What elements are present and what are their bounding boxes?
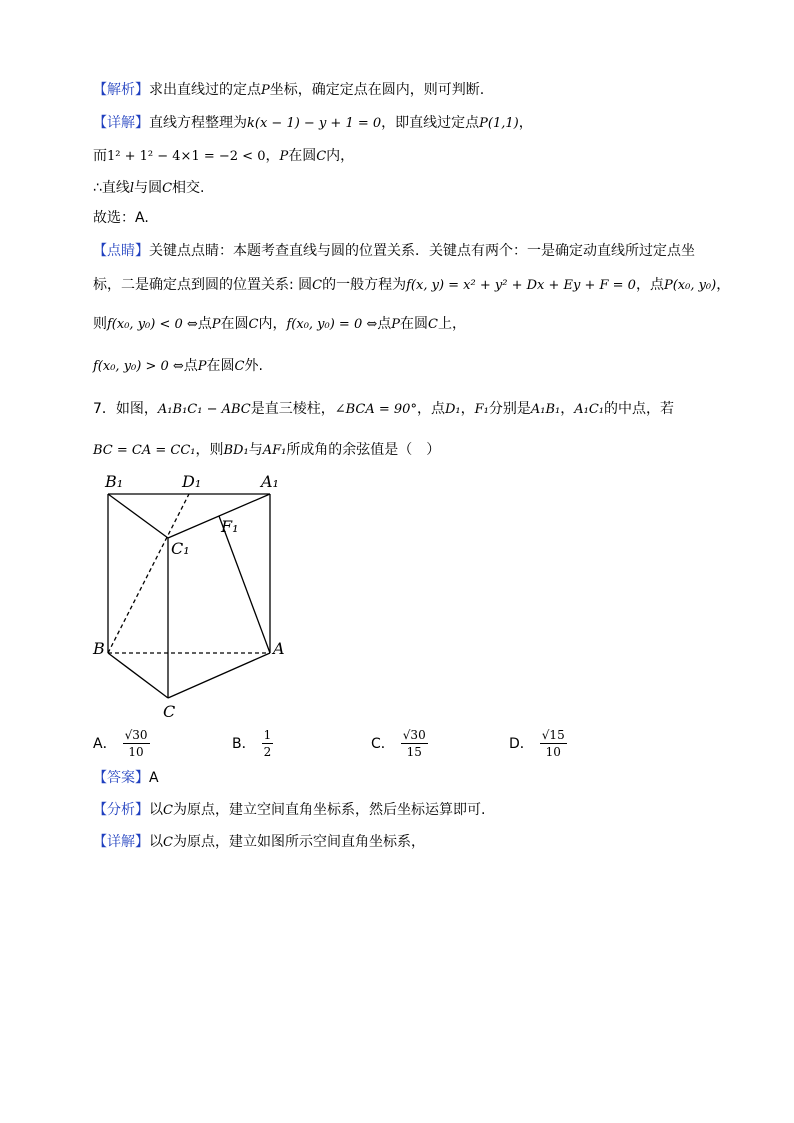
- detail-line-1: 【详解】直线方程整理为k(x − 1) − y + 1 = 0，即直线过定点P(1,1)，: [93, 115, 533, 131]
- circle-equation: f(x, y) = x² + y² + Dx + Ey + F = 0: [406, 278, 636, 293]
- analysis2-tag: 【分析】: [93, 802, 149, 818]
- detail2-line: 【详解】以C为原点，建立如图所示空间直角坐标系，: [93, 834, 425, 850]
- fraction: $\frac{√30}{10}$: [124, 727, 148, 759]
- label-c1: C₁: [171, 539, 190, 558]
- edge-b-c: [108, 653, 168, 698]
- option-a[interactable]: A． $\frac{√30}{10}$: [93, 727, 148, 759]
- question-7-line-1: 7．如图，A₁B₁C₁ − ABC是直三棱柱，∠BCA = 90°，点D₁，F₁分别是A₁B₁，A₁C₁的中点，若: [93, 401, 674, 417]
- label-a1: A₁: [261, 472, 279, 491]
- analysis2-line: 【分析】以C为原点，建立空间直角坐标系，然后坐标运算即可.: [93, 802, 486, 818]
- edge-b1-c1: [108, 494, 168, 538]
- option-d[interactable]: D． $\frac{√15}{10}$: [509, 727, 565, 759]
- segment-a-f1: [219, 516, 270, 653]
- segment-b-d1-hidden: [108, 494, 189, 653]
- fraction: $\frac{√30}{15}$: [402, 727, 426, 759]
- line-equation: k(x − 1) − y + 1 = 0: [247, 116, 382, 131]
- label-d1: D₁: [182, 472, 202, 491]
- inequality: 1² + 1² − 4×1 = −2 < 0: [107, 149, 266, 164]
- keypoint-line-3: 则f(x₀, y₀) < 0 ⇔点P在圆C内，f(x₀, y₀) = 0 ⇔点P在圆C上，: [93, 316, 466, 332]
- question-7-line-2: BC = CA = CC₁，则BD₁与AF₁所成角的余弦值是（ ）: [93, 442, 441, 458]
- option-c[interactable]: C． $\frac{√30}{15}$: [371, 727, 426, 759]
- keypoint-line-2: 标，二是确定点到圆的位置关系: 圆C的一般方程为f(x, y) = x² + y² + Dx + Ey + F = 0，点P(x₀, y₀)，: [93, 277, 731, 293]
- keypoint-line-4: f(x₀, y₀) > 0 ⇔点P在圆C外.: [93, 358, 263, 374]
- option-b[interactable]: B． $\frac{1}{2}$: [232, 727, 272, 759]
- keypoint-tag: 【点睛】: [93, 243, 149, 259]
- fixed-point: P(1,1): [479, 116, 519, 131]
- label-f1: F₁: [221, 517, 239, 536]
- detail2-tag: 【详解】: [93, 834, 149, 850]
- analysis-tag: 【解析】: [93, 82, 149, 98]
- fraction: $\frac{1}{2}$: [263, 727, 272, 759]
- prism-figure: [90, 466, 300, 726]
- label-c: C: [163, 702, 176, 721]
- edge-c-a: [168, 653, 270, 698]
- keypoint-line-1: 【点睛】关键点点睛：本题考查直线与圆的位置关系．关键点有两个：一是确定动直线所过定点坐: [93, 243, 695, 259]
- detail-line-2: 而1² + 1² − 4×1 = −2 < 0，P在圆C内，: [93, 148, 355, 164]
- label-b1: B₁: [105, 472, 124, 491]
- analysis-line: 【解析】求出直线过的定点P坐标，确定定点在圆内，则可判断.: [93, 82, 485, 98]
- answer-line: 【答案】A: [93, 770, 159, 786]
- detail-line-3: ∴直线l与圆C相交.: [93, 180, 205, 196]
- choice-line: 故选：A.: [93, 210, 149, 226]
- fraction: $\frac{√15}{10}$: [541, 727, 565, 759]
- answer-tag: 【答案】: [93, 770, 149, 786]
- label-b: B: [93, 639, 105, 658]
- label-a: A: [273, 639, 285, 658]
- detail-tag: 【详解】: [93, 115, 149, 131]
